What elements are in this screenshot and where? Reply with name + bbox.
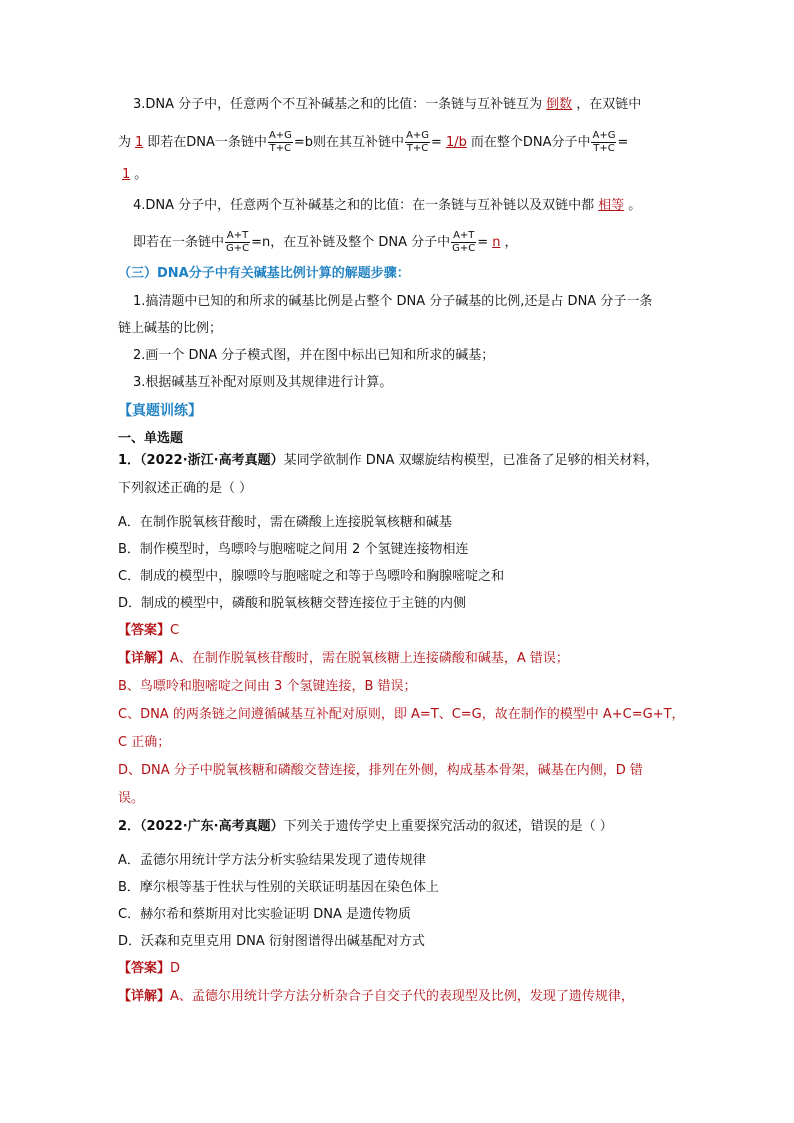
answer-blank: 倒数 [546, 97, 573, 112]
question-type: 一、单选题 [118, 431, 184, 446]
answer-blank: 相等 [598, 198, 625, 213]
q1-detail-3: C、DNA 的两条链之间遵循碱基互补配对原则，即 A=T、C=G，故在制作的模型中 A+C=G+T， [118, 707, 685, 722]
q2-option-d: D．沃森和克里克用 DNA 衍射图谱得出碱基配对方式 [118, 934, 425, 949]
step-2: 2.画一个 DNA 分子模式图，并在图中标出已知和所求的碱基； [133, 348, 495, 363]
answer-blank: 1 [122, 167, 131, 182]
rule3-line1: 3.DNA 分子中，任意两个不互补碱基之和的比值：一条链与互补链互为 倒数 ，在双链中 [133, 95, 641, 115]
rule3-line2: 为 1 即若在DNA一条链中 $\frac{A+G}{T+C}$ =b则在其互补链中 $\frac{A+G}{T+C}$ = 1/b 而在整个DNA分子中 $\frac{A+G}{T+C}$ = [118, 130, 629, 154]
q2-detail-1: 【详解】A、孟德尔用统计学方法分析杂合子自交子代的表现型及比例，发现了遗传规律， [118, 989, 634, 1004]
q1-detail-4-cont: 误。 [118, 791, 145, 806]
q1-detail-2: B、鸟嘌呤和胞嘧啶之间由 3 个氢键连接，B 错误； [118, 679, 417, 694]
q1-option-a: A．在制作脱氧核苷酸时，需在磷酸上连接脱氧核糖和碱基 [118, 515, 452, 530]
q2-option-a: A．孟德尔用统计学方法分析实验结果发现了遗传规律 [118, 853, 426, 868]
q2-answer: 【答案】D [118, 961, 181, 976]
rule3-line3: 1 。 [118, 165, 147, 185]
rule4-line2: 即若在一条链中 $\frac{A+T}{G+C}$ =n，在互补链及整个 DNA 分子中 $\frac{A+T}{G+C}$ = n ， [133, 230, 518, 254]
fraction-at-gc: $\frac{A+T}{G+C}$ [226, 230, 250, 254]
step-1-cont: 链上碱基的比例； [118, 321, 223, 336]
q1-stem: 1．（2022·浙江·高考真题）某同学欲制作 DNA 双螺旋结构模型，已准备了足够的相关材料， [118, 453, 659, 468]
rule4-line1: 4.DNA 分子中，任意两个互补碱基之和的比值：在一条链与互补链以及双链中都 相等 。 [133, 196, 641, 216]
q2-option-b: B．摩尔根等基于性状与性别的关联证明基因在染色体上 [118, 880, 439, 895]
fraction-ag-tc: $\frac{A+G}{T+C}$ [268, 130, 292, 154]
step-3: 3.根据碱基互补配对原则及其规律进行计算。 [133, 375, 393, 390]
section-heading: （三）DNA分子中有关碱基比例计算的解题步骤： [118, 266, 410, 281]
q1-stem-cont: 下列叙述正确的是（ ） [118, 481, 253, 496]
q2-option-c: C．赫尔希和蔡斯用对比实验证明 DNA 是遗传物质 [118, 907, 411, 922]
answer-blank: n [492, 235, 501, 250]
answer-blank: 1/b [445, 135, 467, 150]
q1-option-b: B．制作模型时，鸟嘌呤与胞嘧啶之间用 2 个氢键连接物相连 [118, 542, 469, 557]
training-heading: 【真题训练】 [118, 403, 202, 419]
fraction-ag-tc: $\frac{A+G}{T+C}$ [592, 130, 616, 154]
q1-detail-3-cont: C 正确； [118, 735, 171, 750]
q2-stem: 2．（2022·广东·高考真题）下列关于遗传学史上重要探究活动的叙述，错误的是（ ） [118, 819, 613, 834]
q1-option-c: C．制成的模型中，腺嘌呤与胞嘧啶之和等于鸟嘌呤和胸腺嘧啶之和 [118, 569, 505, 584]
q1-option-d: D．制成的模型中，磷酸和脱氧核糖交替连接位于主链的内侧 [118, 596, 467, 611]
q1-answer: 【答案】C [118, 623, 180, 638]
fraction-at-gc: $\frac{A+T}{G+C}$ [452, 230, 476, 254]
answer-blank: 1 [135, 135, 144, 150]
q1-detail-4: D、DNA 分子中脱氧核糖和磷酸交替连接，排列在外侧，构成基本骨架，碱基在内侧，D 错 [118, 763, 643, 778]
step-1: 1.搞清题中已知的和所求的碱基比例是占整个 DNA 分子碱基的比例,还是占 DNA 分子一条 [133, 294, 653, 309]
q1-detail-1: 【详解】A、在制作脱氧核苷酸时，需在脱氧核糖上连接磷酸和碱基，A 错误； [118, 651, 569, 666]
fraction-ag-tc: $\frac{A+G}{T+C}$ [406, 130, 430, 154]
